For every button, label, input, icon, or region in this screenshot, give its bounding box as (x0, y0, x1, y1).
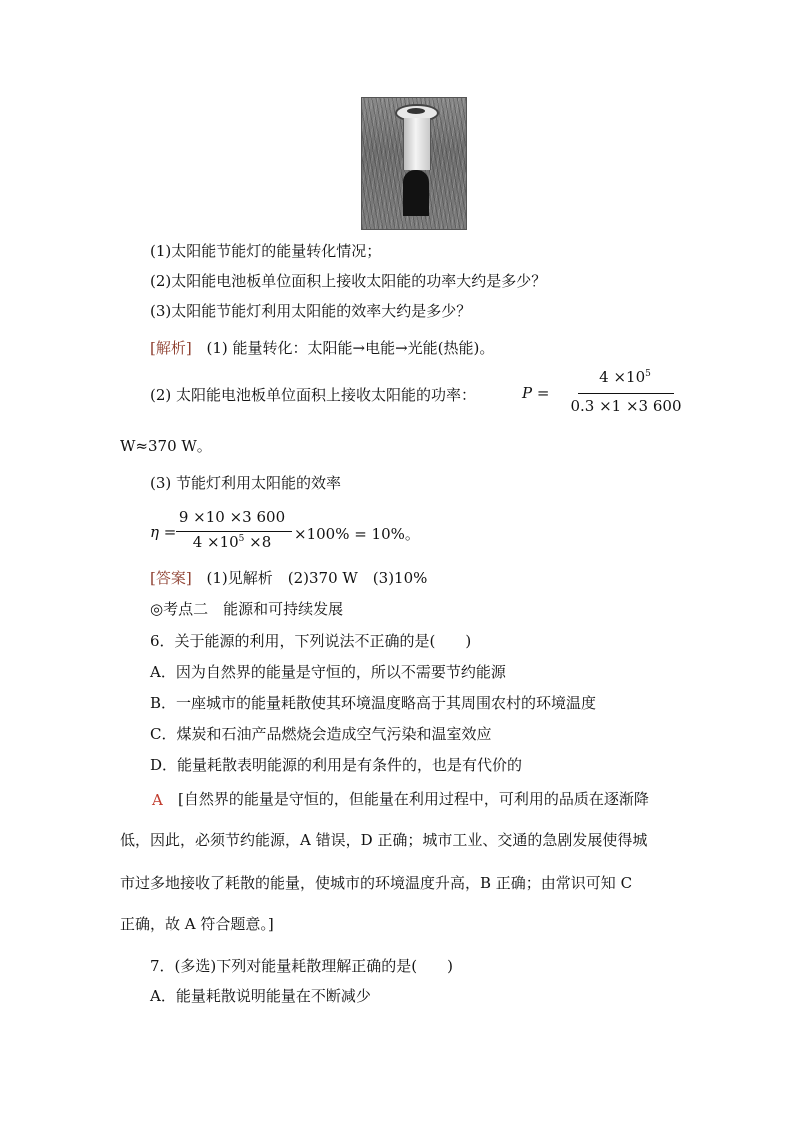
q6-explanation-line-3: 市过多地接收了耗散的能量，使城市的环境温度升高，B 正确；由常识可知 C (120, 874, 633, 892)
question-3: (3)太阳能节能灯利用太阳能的效率大约是多少？ (150, 302, 472, 320)
power-denominator: 0.3 ×1 ×3 600 (570, 397, 682, 415)
power-fraction-bar (578, 393, 674, 394)
analysis-tag: [解析] (150, 339, 192, 357)
question-1: (1)太阳能节能灯的能量转化情况； (150, 242, 382, 260)
q6-explanation-line-4: 正确，故 A 符合题意。] (120, 915, 274, 933)
q6-option-c: C．煤炭和石油产品燃烧会造成空气污染和温室效应 (150, 725, 492, 743)
q6-stem: 6．关于能源的利用，下列说法不正确的是( ) (150, 632, 472, 650)
q7-option-a: A．能量耗散说明能量在不断减少 (150, 987, 371, 1005)
answer-tag: [答案] (150, 569, 192, 587)
efficiency-denominator-exponent: 5 (238, 534, 245, 544)
efficiency-denominator (172, 533, 292, 551)
q6-explanation-line-1: [自然界的能量是守恒的，但能量在利用过程中，可利用的品质在逐渐降 (178, 790, 649, 808)
q6-option-d: D．能量耗散表明能源的利用是有条件的，也是有代价的 (150, 756, 523, 774)
power-numerator-base: 4 ×10 (599, 368, 646, 386)
analysis-line-1 (150, 337, 494, 358)
analysis-part-3: (3) 节能灯利用太阳能的效率 (150, 474, 342, 492)
q6-answer-key: A (152, 791, 163, 809)
analysis-part-2-prefix: (2) 太阳能电池板单位面积上接收太阳能的功率： (150, 386, 477, 404)
section-heading: ◎考点二 能源和可持续发展 (150, 600, 344, 618)
efficiency-fraction-bar (176, 531, 292, 532)
q6-explanation-line-2: 低，因此，必须节约能源，A 错误，D 正确；城市工业、交通的急剧发展使得城 (120, 831, 648, 849)
power-result: W≈370 W。 (120, 437, 212, 455)
q6-option-b: B．一座城市的能量耗散使其环境温度略高于其周围农村的环境温度 (150, 694, 597, 712)
answer-line (150, 567, 427, 588)
lamp-base (403, 170, 429, 216)
solar-lamp-photo (361, 97, 467, 230)
question-2: (2)太阳能电池板单位面积上接收太阳能的功率大约是多少？ (150, 272, 547, 290)
power-numerator (580, 368, 670, 386)
efficiency-result: ×100% = 10%。 (294, 525, 420, 543)
q7-stem: 7．(多选)下列对能量耗散理解正确的是( ) (150, 957, 453, 975)
efficiency-variable: η = (150, 523, 177, 541)
efficiency-denominator-tail: ×8 (244, 533, 272, 551)
power-numerator-exponent: 5 (645, 369, 651, 379)
lamp-post (403, 118, 431, 170)
efficiency-numerator: 9 ×10 ×3 600 (178, 508, 286, 526)
analysis-part-1: (1) 能量转化：太阳能→电能→光能(热能)。 (206, 339, 495, 357)
power-variable: P = (522, 384, 550, 402)
efficiency-denominator-base: 4 ×10 (192, 533, 239, 551)
answer-text: (1)见解析 (2)370 W (3)10% (206, 569, 428, 587)
q6-option-a: A．因为自然界的能量是守恒的，所以不需要节约能源 (150, 663, 506, 681)
